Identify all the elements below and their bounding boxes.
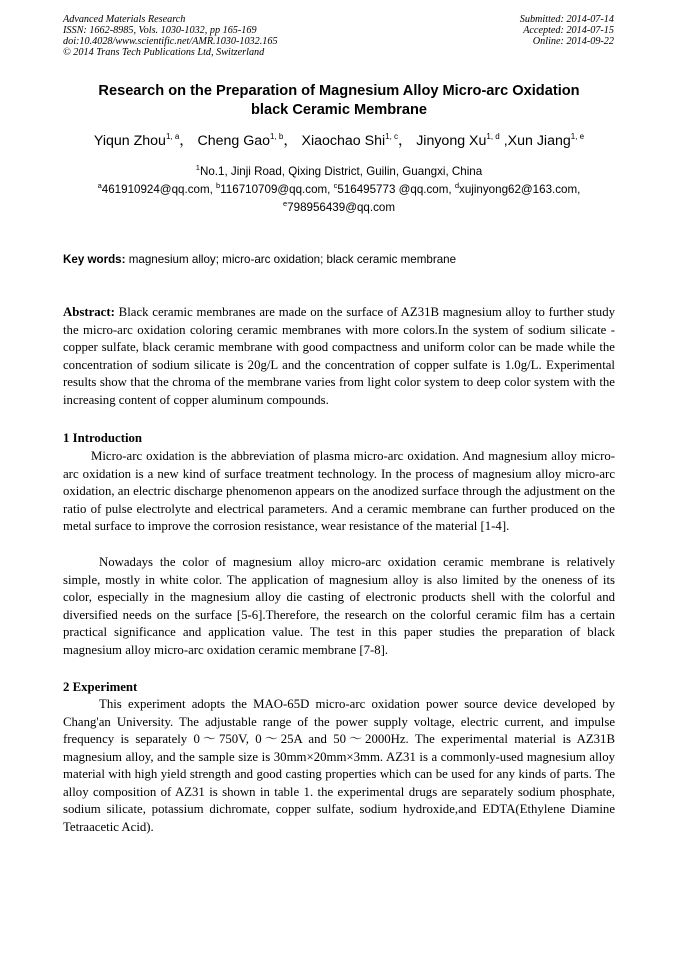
affiliation-text: No.1, Jinji Road, Qixing District, Guilin, Guangxi, China — [199, 165, 483, 178]
keywords — [63, 253, 456, 266]
title-line-1: Research on the Preparation of Magnesium Alloy Micro-arc Oxidation — [98, 83, 580, 99]
email-address: 516495773 @qq.com, — [337, 183, 455, 196]
author — [197, 133, 297, 149]
author-sup: 1, c — [385, 132, 399, 141]
email-sup: b — [216, 181, 221, 190]
abstract-label: Abstract: — [63, 305, 115, 319]
keywords-label: Key words: — [63, 253, 126, 266]
author-separator: ， — [398, 133, 413, 149]
title-line-2: black Ceramic Membrane — [250, 102, 428, 118]
author-name: Cheng Gao — [197, 133, 271, 149]
section-heading-experiment: 2 Experiment — [63, 680, 138, 694]
section-heading-introduction: 1 Introduction — [63, 431, 143, 445]
author-name: Yiqun Zhou — [93, 133, 166, 149]
introduction-paragraph-1: Micro-arc oxidation is the abbreviation of plasma micro-arc oxidation. And magnesium alloy micro-arc oxidation is a new kind of surface treatment technology. In the process of magnesium alloy micro-arc oxidation, an electric discharge phenomenon appears on the anodized surface through the adjustment on the ratio of pulse electrolyte and electrical parameters. And a ceramic membrane can further produced on the metal surface to improve the corrosion resistance, wear resistance of the material [1-4]. — [63, 449, 615, 533]
experiment-paragraph-1: This experiment adopts the MAO-65D micro-arc oxidation power source device developed by Chang'an University. The adjustable range of the power supply voltage, electric current, and impulse frequency is separately 0～750V, 0～25A and 50～2000Hz. The experimental material is AZ31B magnesium alloy, and the sample size is 30mm×20mm×3mm. AZ31 is a commonly-used magnesium alloy material with high yield strength and good casting properties which can be used for any kinds of parts. The alloy composition of AZ31 is shown in table 1. the experimental drugs are separately sodium phosphate, sodium silicate, potassium dichromate, copper sulfate, sodium hydroxide,and EDTA(Ethylene Diamine Tetraacetic Acid). — [63, 697, 615, 834]
accepted-date: Accepted: 2014-07-15 — [523, 25, 614, 36]
author-name: Jinyong Xu — [416, 133, 487, 149]
paper-title — [40, 82, 638, 120]
email-address: 798956439@qq.com — [287, 201, 395, 214]
journal-header-left — [63, 14, 278, 58]
author-sup: 1, d — [486, 132, 500, 141]
affiliation — [40, 163, 638, 180]
journal-header-right — [520, 14, 614, 47]
online-date: Online: 2014-09-22 — [532, 36, 614, 47]
email-address: 461910924@qq.com, — [101, 183, 217, 196]
email-list-continued — [40, 199, 638, 216]
author — [94, 133, 194, 149]
author-separator: ， — [283, 133, 298, 149]
submitted-date: Submitted: 2014-07-14 — [519, 14, 614, 25]
email-sup: c — [333, 181, 338, 190]
doi-line: doi:10.4028/www.scientific.net/AMR.1030-1032.165 — [63, 36, 278, 47]
author-name: Xiaochao Shi — [301, 133, 386, 149]
author-sup: 1, a — [165, 132, 180, 141]
journal-name: Advanced Materials Research — [63, 14, 186, 25]
email-sup: e — [283, 199, 288, 208]
author — [416, 133, 507, 149]
copyright-line: © 2014 Trans Tech Publications Ltd, Switzerland — [63, 47, 265, 58]
author-separator: , — [499, 133, 508, 149]
email-sup: d — [454, 181, 460, 190]
email-address: xujinyong62@163.com, — [459, 183, 581, 196]
email-sup: a — [97, 181, 102, 190]
author-separator: ， — [179, 133, 194, 149]
author-sup: 1, e — [570, 132, 585, 141]
affiliation-sup: 1 — [195, 163, 200, 172]
author-name: Xun Jiang — [507, 133, 571, 149]
author — [508, 133, 584, 149]
abstract-text: Black ceramic membranes are made on the surface of AZ31B magnesium alloy to further study the micro-arc oxidation coloring ceramic membranes with more colors.In the system of sodium silicate - copper sulfate, black ceramic membrane with good compactness and uniform color can be made while the concentration of sodium silicate is 20g/L and the concentration of copper sulfate is 1.0g/L. Experimental results show that the chroma of the membrane varies from light color system to deep color system with the increasing content of copper aluminum compounds. — [63, 305, 615, 407]
keywords-text: magnesium alloy; micro-arc oxidation; black ceramic membrane — [125, 253, 457, 266]
abstract — [63, 304, 615, 409]
email-list — [40, 181, 638, 198]
introduction-paragraph-2: Nowadays the color of magnesium alloy micro-arc oxidation ceramic membrane is relatively simple, mostly in white color. The application of magnesium alloy is also limited by the oneness of its color, especially in the magnesium alloy die casting of electronic products shell with the colorful and diversified needs on the surface [5-6].Therefore, the research on the colorful ceramic film has a certain practical significance and application value. The test in this paper studies the preparation of black magnesium alloy micro-arc oxidation ceramic membrane [7-8]. — [63, 555, 615, 657]
author — [302, 133, 413, 149]
issn-line: ISSN: 1662-8985, Vols. 1030-1032, pp 165-169 — [63, 25, 257, 36]
author-list — [40, 131, 638, 151]
author-sup: 1, b — [270, 132, 284, 141]
email-address: 116710709@qq.com, — [220, 183, 334, 196]
